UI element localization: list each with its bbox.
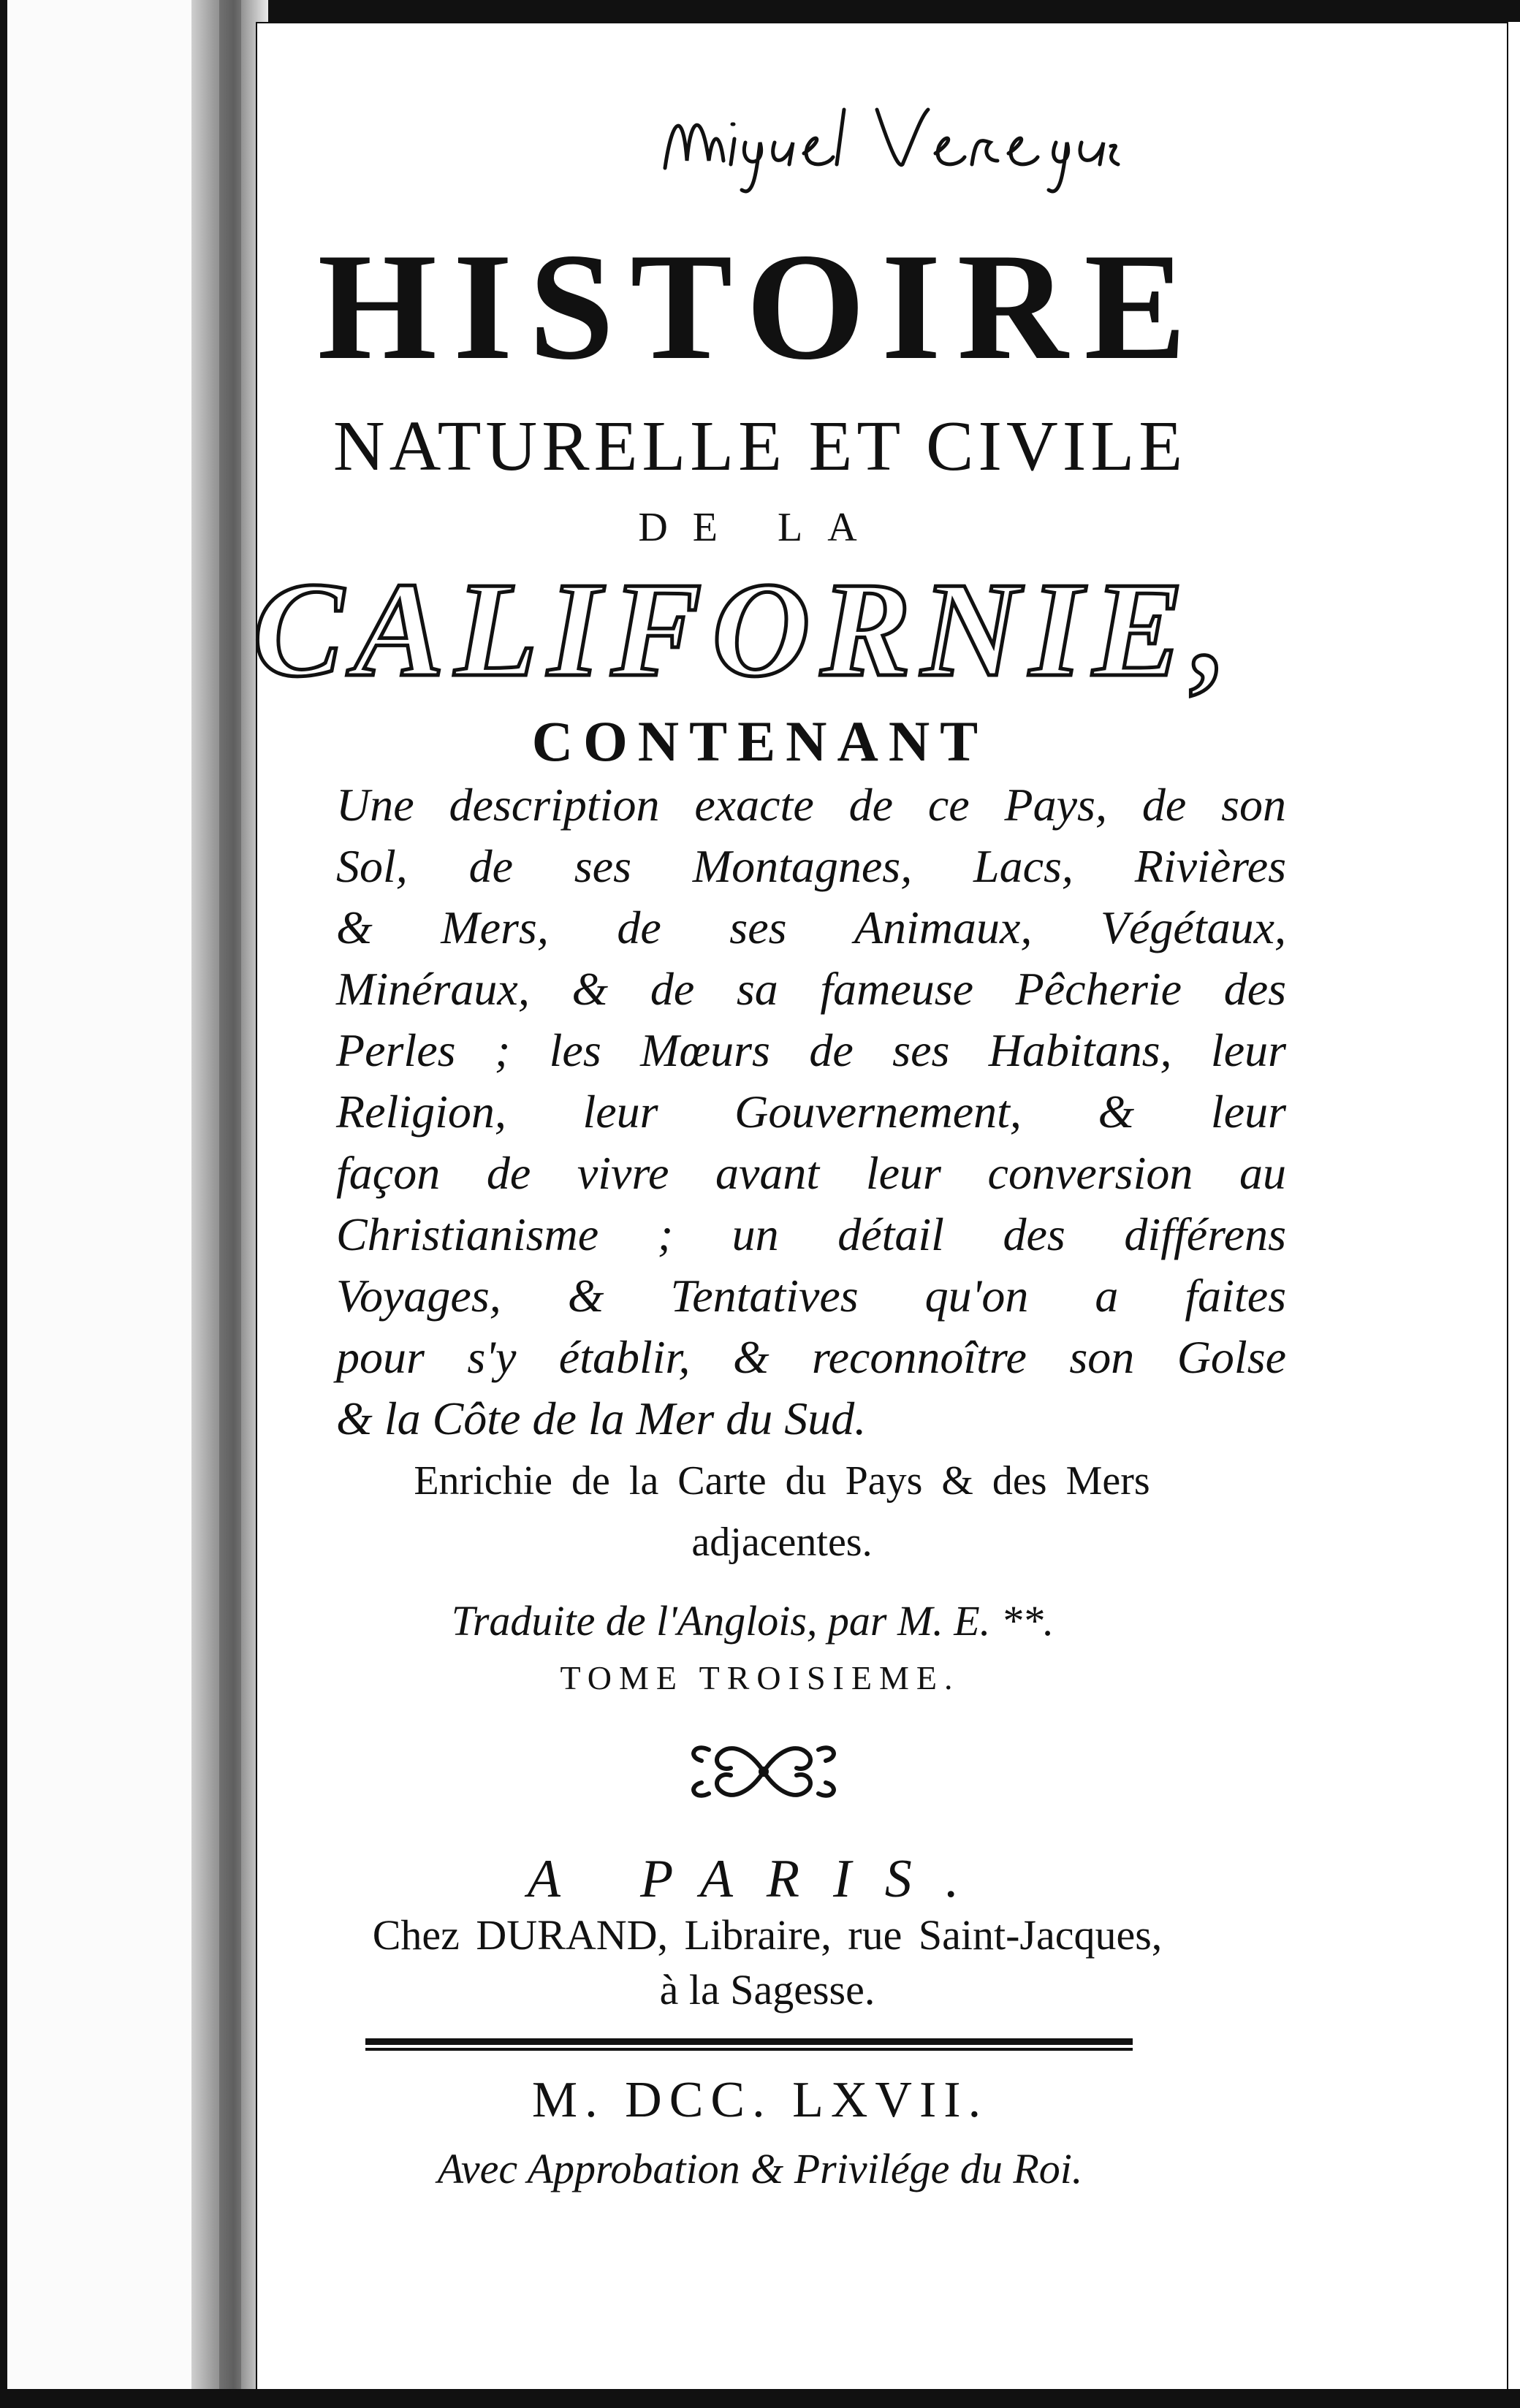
description-line: Voyages, & Tentatives qu'on a faites: [336, 1270, 1286, 1322]
description-line: Religion, leur Gouvernement, & leur: [336, 1086, 1286, 1138]
contenant-heading: CONTENANT: [531, 709, 989, 773]
imprint-place: A PARIS.: [527, 1849, 993, 1909]
description-line: Une description exacte de ce Pays, de son: [336, 779, 1286, 831]
description-line: Perles ; les Mœurs de ses Habitans, leur: [336, 1024, 1286, 1076]
enrichie-line-2: adjacentes.: [691, 1520, 873, 1565]
description-line: & Mers, de ses Animaux, Végétaux,: [336, 902, 1286, 953]
volume-label: TOME TROISIEME.: [560, 1659, 960, 1696]
translator-line: Traduite de l'Anglois, par M. E. **.: [451, 1597, 1054, 1645]
description-line: & la Côte de la Mer du Sud.: [336, 1392, 867, 1444]
description-line: Christianisme ; un détail des différens: [336, 1208, 1286, 1260]
privilege-line: Avec Approbation & Privilége du Roi.: [437, 2145, 1083, 2192]
enrichie-note: [307, 1450, 1257, 1573]
description-block: [336, 774, 1286, 1449]
description-line: pour s'y établir, & reconnoître son Golse: [336, 1331, 1286, 1383]
publication-date: M. DCC. LXVII.: [531, 2072, 989, 2128]
scan-bottom-border: [0, 2389, 1520, 2408]
description-line: Sol, de ses Montagnes, Lacs, Rivières: [336, 840, 1286, 892]
description-line: façon de vivre avant leur conversion au: [336, 1147, 1286, 1199]
double-rule: [365, 2038, 1133, 2053]
description-line: Minéraux, & de sa fameuse Pêcherie des: [336, 963, 1286, 1015]
enrichie-line-1: Enrichie de la Carte du Pays & des Mers: [414, 1458, 1150, 1504]
publisher-line-2: à la Sagesse.: [659, 1966, 875, 2013]
title: HISTOIRE: [317, 222, 1203, 392]
printer-ornament: [680, 1728, 848, 1815]
handwritten-signature: [658, 88, 1125, 197]
subtitle-line-2: DE LA: [638, 505, 882, 550]
subtitle-line-1: NATURELLE ET CIVILE: [332, 407, 1188, 486]
publisher-line-1: Chez DURAND, Libraire, rue Saint-Jacques,: [372, 1911, 1163, 1959]
subject-title: CALIFORNIE,: [253, 555, 1238, 705]
